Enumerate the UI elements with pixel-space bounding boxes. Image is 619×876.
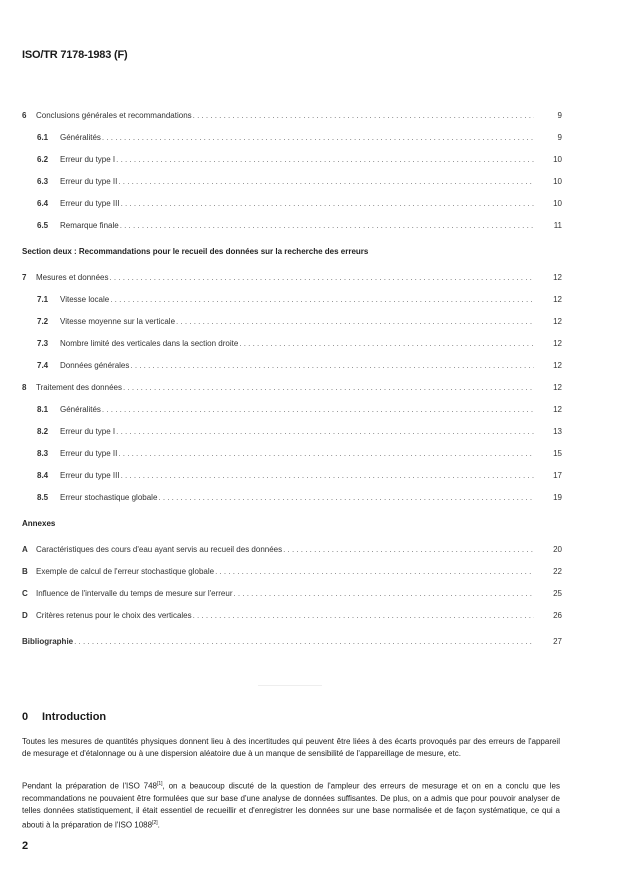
toc-entry-page: 12 (553, 316, 562, 326)
toc-entry-page: 12 (553, 338, 562, 348)
toc-entry-page: 12 (553, 272, 562, 282)
dot-leader (102, 133, 534, 142)
toc-entry-number: 7 (22, 272, 27, 282)
introduction-heading (22, 711, 106, 723)
toc-entry-number: 8.1 (37, 404, 49, 414)
toc-entry-label: Généralités (60, 404, 101, 414)
toc-entry-label: Vitesse moyenne sur la verticale (60, 316, 176, 326)
toc-entry-number: 8.3 (37, 448, 49, 458)
toc-entry[interactable] (22, 376, 562, 398)
toc-entry-label: Erreur du type II (60, 448, 118, 458)
toc-entry-label: Erreur du type I (60, 154, 116, 164)
document-id-header: ISO/TR 7178-1983 (F) (22, 49, 128, 61)
toc-entry-page: 12 (553, 382, 562, 392)
dot-leader (158, 493, 534, 502)
dot-leader (118, 177, 534, 186)
reference-2[interactable]: [2] (152, 819, 158, 826)
toc-entry-page: 12 (553, 404, 562, 414)
toc-entry-page: 10 (553, 154, 562, 164)
toc-entry[interactable] (22, 332, 562, 354)
toc-entry[interactable] (22, 214, 562, 236)
toc-entry[interactable] (22, 310, 562, 332)
toc-entry-number: 7.4 (37, 360, 49, 370)
toc-entry-label: Données générales (60, 360, 130, 370)
toc-entry-number: 8.4 (37, 470, 49, 480)
toc-entry-page: 12 (553, 294, 562, 304)
toc-entry-page: 17 (553, 470, 562, 480)
dot-leader (130, 361, 534, 370)
toc-entry-page: 26 (553, 610, 562, 620)
dot-leader (110, 295, 534, 304)
introduction-paragraph-1: Toutes les mesures de quantités physiques donnent lieu à des incertitudes qui peuvent être liées à des écarts provoqués par des erreurs de l'appareil de mesurage et d'étalonnage ou à une dispersion aléatoire due à un manque de sensibilité de l'appareillage de mesure, etc. (22, 737, 560, 758)
table-of-contents (22, 104, 562, 652)
dot-leader (176, 317, 534, 326)
dot-leader (193, 111, 534, 120)
reference-1[interactable]: [1] (156, 781, 163, 787)
toc-entry-label: Nombre limité des verticales dans la section droite (60, 338, 239, 348)
toc-entry-page: 10 (553, 176, 562, 186)
toc-entry-label: Bibliographie (22, 636, 74, 646)
section-number: 0 (22, 711, 29, 723)
toc-entry[interactable] (22, 604, 562, 626)
toc-entry[interactable] (22, 464, 562, 486)
toc-entry-page: 19 (553, 492, 562, 502)
toc-entry-label: Erreur du type III (60, 198, 120, 208)
toc-section-heading: Annexes (22, 518, 56, 528)
dot-leader (121, 471, 534, 480)
toc-entry[interactable] (22, 170, 562, 192)
toc-entry-number: 6.4 (37, 198, 49, 208)
dot-leader (123, 383, 534, 392)
toc-entry-page: 22 (553, 566, 562, 576)
toc-entry[interactable] (22, 354, 562, 376)
toc-entry-number: 7.1 (37, 294, 49, 304)
toc-entry[interactable] (22, 630, 562, 652)
dot-leader (118, 449, 534, 458)
dot-leader (116, 427, 534, 436)
toc-entry-number: D (22, 610, 28, 620)
toc-entry[interactable] (22, 104, 562, 126)
toc-entry-label: Vitesse locale (60, 294, 110, 304)
toc-entry-number: C (22, 588, 28, 598)
toc-entry-number: 8.5 (37, 492, 49, 502)
toc-entry-label: Traitement des données (36, 382, 122, 392)
section-title: Introduction (42, 711, 107, 723)
dot-leader (283, 545, 534, 554)
toc-entry-number: A (22, 544, 28, 554)
toc-entry-label: Exemple de calcul de l'erreur stochastique globale (36, 566, 215, 576)
toc-entry-number: 8 (22, 382, 27, 392)
toc-entry-label: Erreur du type III (60, 470, 120, 480)
toc-entry[interactable] (22, 192, 562, 214)
text: , on a beaucoup discuté de la question de l'ampleur des erreurs de mesurage et on en a conclu que les recommandations ne pouvaient être formulées que sur base d'une analyse de données suffisantes. De plus, on a admis que pour pouvoir analyser de telles données statistiquement, il était essentiel de recueillir et d'enregistrer les données sur une base normalisée et de façon systématique, ce qui a abouti à la préparation de l'ISO 1088 (22, 781, 560, 830)
dot-leader (215, 567, 534, 576)
dot-leader (74, 637, 534, 646)
toc-entry-label: Critères retenus pour le choix des verticales (36, 610, 192, 620)
toc-entry-page: 20 (553, 544, 562, 554)
toc-entry-number: 6.3 (37, 176, 49, 186)
toc-entry[interactable] (22, 582, 562, 604)
toc-entry-number: 8.2 (37, 426, 49, 436)
toc-entry-label: Erreur du type I (60, 426, 116, 436)
toc-entry-label: Caractéristiques des cours d'eau ayant servis au recueil des données (36, 544, 283, 554)
toc-entry-page: 15 (553, 448, 562, 458)
toc-entry-label: Conclusions générales et recommandations (36, 110, 192, 120)
toc-entry-page: 25 (553, 588, 562, 598)
toc-entry-label: Erreur stochastique globale (60, 492, 158, 502)
dot-leader (116, 155, 534, 164)
toc-entry[interactable] (22, 420, 562, 442)
toc-entry-page: 9 (557, 110, 562, 120)
toc-section-heading: Section deux : Recommandations pour le recueil des données sur la recherche des erreurs (22, 246, 369, 256)
toc-entry-number: B (22, 566, 28, 576)
toc-entry-label: Influence de l'intervalle du temps de mesure sur l'erreur (36, 588, 233, 598)
dot-leader (193, 611, 534, 620)
dot-leader (110, 273, 535, 282)
toc-entry-label: Remarque finale (60, 220, 119, 230)
dot-leader (239, 339, 534, 348)
toc-entry-page: 12 (553, 360, 562, 370)
text: Pendant la préparation de l'ISO 748 (22, 781, 157, 791)
page-number: 2 (22, 840, 29, 852)
toc-entry[interactable] (22, 266, 562, 288)
toc-entry-label: Mesures et données (36, 272, 109, 282)
toc-entry-number: 6.1 (37, 132, 49, 142)
toc-entry-page: 27 (553, 636, 562, 646)
toc-entry-number: 6 (22, 110, 27, 120)
toc-entry-page: 11 (553, 220, 562, 230)
toc-entry[interactable] (22, 126, 562, 148)
toc-entry-number: 7.2 (37, 316, 49, 326)
dot-leader (233, 589, 534, 598)
toc-entry-label: Erreur du type II (60, 176, 118, 186)
toc-entry[interactable] (22, 538, 562, 560)
toc-entry[interactable] (22, 560, 562, 582)
toc-entry[interactable] (22, 288, 562, 310)
toc-entry[interactable] (22, 486, 562, 508)
toc-entry-number: 7.3 (37, 338, 49, 348)
toc-entry[interactable] (22, 148, 562, 170)
toc-entry-number: 6.5 (37, 220, 49, 230)
toc-entry[interactable] (22, 442, 562, 464)
toc-entry[interactable] (22, 398, 562, 420)
toc-entry-number: 6.2 (37, 154, 49, 164)
dot-leader (102, 405, 534, 414)
separator-line (258, 685, 322, 686)
introduction-paragraph-2 (22, 778, 560, 831)
toc-entry-label: Généralités (60, 132, 101, 142)
text: . (157, 820, 160, 830)
toc-entry-page: 13 (553, 426, 562, 436)
toc-entry-page: 9 (557, 132, 562, 142)
dot-leader (120, 221, 534, 230)
toc-entry-page: 10 (553, 198, 562, 208)
dot-leader (121, 199, 534, 208)
